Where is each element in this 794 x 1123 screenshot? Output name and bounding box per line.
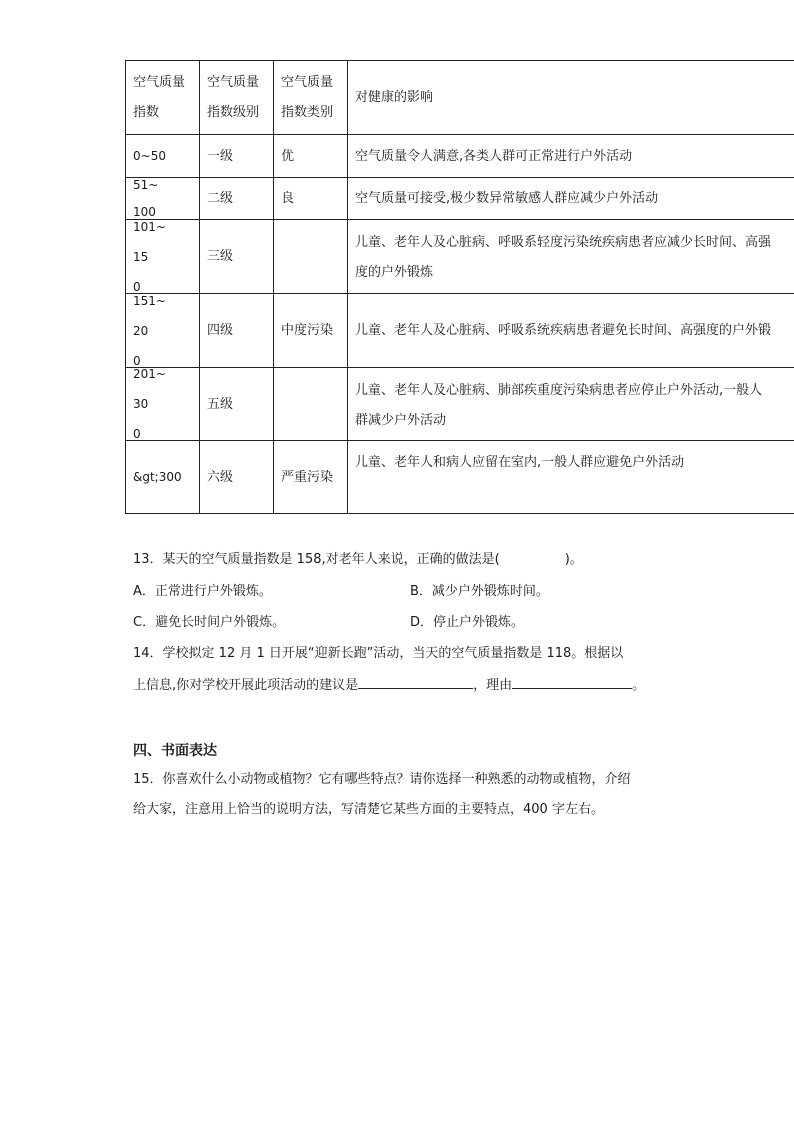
cell-effect-line2: 度的户外锻炼 (355, 265, 434, 280)
cell-category: 优 (274, 135, 348, 177)
cell-index-line2: 0 (133, 427, 141, 440)
question-15-line2: 给大家，注意用上恰当的说明方法，写清楚它某些方面的主要特点，400 字左右。 (133, 802, 604, 817)
cell-index-line1: 201~ 30 (133, 368, 178, 411)
cell-index (126, 220, 200, 293)
cell-effect (348, 220, 794, 293)
header-aqi-line2: 指数 (133, 104, 160, 120)
table-row (126, 219, 794, 293)
question-14-middle: ，理由 (473, 678, 513, 693)
header-health-effect: 对健康的影响 (355, 90, 434, 105)
cell-category: 良 (274, 178, 348, 219)
cell-index-line1: 101~ 15 (133, 220, 178, 264)
question-13-option-d: D．停止户外锻炼。 (410, 615, 525, 630)
table-row (126, 134, 794, 177)
table-row (126, 177, 794, 219)
header-level-line1: 空气质量 (207, 74, 260, 90)
cell-effect: 空气质量令人满意,各类人群可正常进行户外活动 (355, 148, 633, 164)
question-14-line1: 14．学校拟定 12 月 1 日开展“迎新长跑”活动，当天的空气质量指数是 118。根据以 (133, 646, 624, 661)
cell-effect-line1: 儿童、老年人及心脏病、肺部疾重度污染病患者应停止户外活动,一般人 (355, 383, 763, 398)
cell-effect-line2: 群减少户外活动 (355, 413, 447, 428)
cell-effect: 儿童、老年人和病人应留在室内,一般人群应避免户外活动 (355, 455, 685, 470)
cell-level: 二级 (200, 178, 274, 219)
section-title: 四、书面表达 (133, 743, 217, 759)
cell-index: &gt;300 (126, 441, 200, 513)
cell-effect: 空气质量可接受,极少数异常敏感人群应减少户外活动 (355, 191, 659, 206)
table-row (126, 440, 794, 513)
question-13-option-a: A．正常进行户外锻炼。 (133, 584, 272, 599)
question-14-suffix: 。 (632, 678, 646, 693)
cell-effect (348, 368, 794, 440)
cell-category: 严重污染 (274, 441, 348, 513)
question-13-option-c: C．避免长时间户外锻炼。 (133, 615, 286, 630)
air-quality-table (125, 60, 794, 514)
question-14-line2 (133, 674, 645, 693)
cell-index: 0~50 (126, 135, 200, 177)
header-level-line2: 指数级别 (207, 104, 260, 120)
cell-level: 一级 (200, 135, 274, 177)
question-15-line1: 15．你喜欢什么小动物或植物？它有哪些特点？请你选择一种熟悉的动物或植物，介绍 (133, 772, 631, 787)
cell-effect-line1: 儿童、老年人及心脏病、呼吸系轻度污染统疾病患者应减少长时间、高强 (355, 235, 772, 250)
header-category-line1: 空气质量 (281, 74, 334, 90)
table-row (126, 367, 794, 440)
cell-category: 中度污染 (274, 294, 348, 367)
cell-index-line1: 151~ 20 (133, 294, 178, 338)
cell-level: 三级 (200, 220, 274, 293)
header-category-line2: 指数类别 (281, 104, 334, 120)
table-row (126, 293, 794, 367)
cell-index-line2: 0 (133, 353, 141, 367)
cell-category (274, 220, 348, 293)
cell-index (126, 368, 200, 440)
question-13-stem: 13．某天的空气质量指数是 158,对老年人来说，正确的做法是( )。 (133, 552, 583, 567)
header-level (200, 61, 274, 134)
cell-index-line2: 0 (133, 279, 141, 293)
table-header-row (126, 61, 794, 134)
question-14-prefix: 上信息,你对学校开展此项活动的建议是 (133, 678, 359, 693)
cell-index (126, 294, 200, 367)
cell-level: 五级 (200, 368, 274, 440)
header-aqi (126, 61, 200, 134)
header-aqi-line1: 空气质量 (133, 74, 186, 90)
cell-level: 六级 (200, 441, 274, 513)
cell-index: 51~ 100 (126, 178, 200, 219)
cell-effect: 儿童、老年人及心脏病、呼吸系统疾病患者避免长时间、高强度的户外锻 (355, 323, 772, 338)
question-13-option-b: B．减少户外锻炼时间。 (410, 584, 549, 599)
reason-blank[interactable] (512, 674, 632, 689)
cell-category (274, 368, 348, 440)
suggestion-blank[interactable] (358, 674, 473, 689)
cell-level: 四级 (200, 294, 274, 367)
header-category (274, 61, 348, 134)
